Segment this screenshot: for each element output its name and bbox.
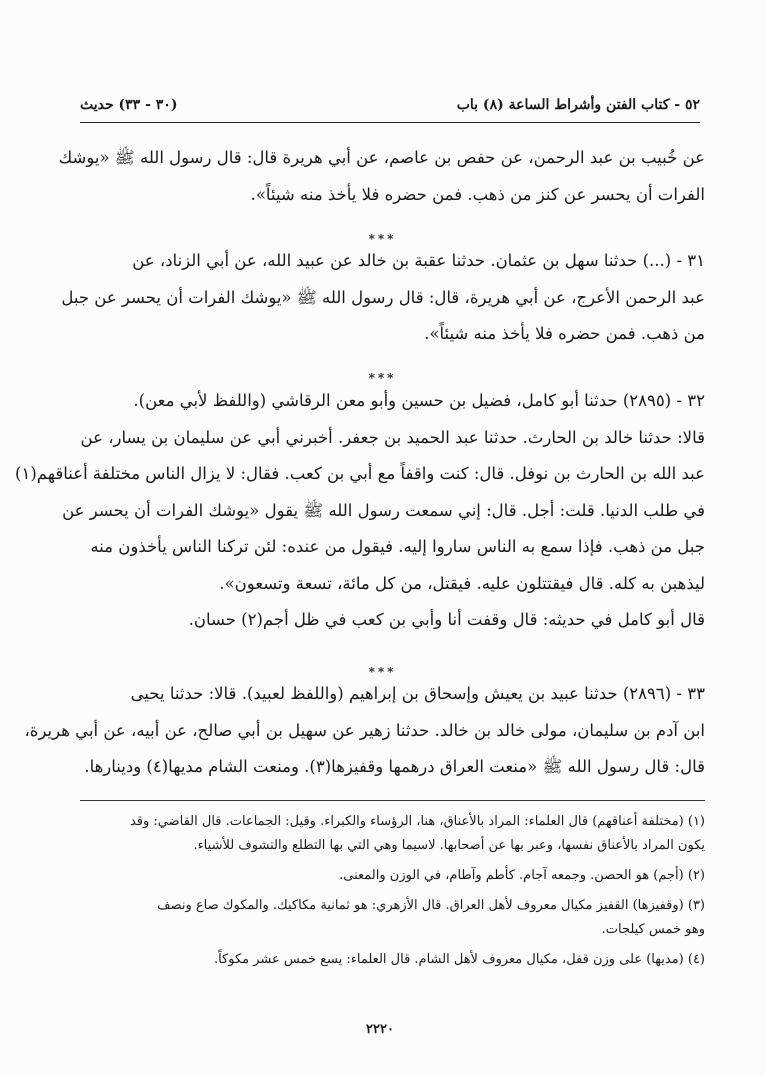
- footnote-line: يكون المراد بالأعناق نفسها، وعبر بها عن أصحابها. لاسيما وهي التي بها التطلع والتشوف للأشياء.: [193, 838, 705, 853]
- text-line: عبد الله بن الحارث بن نوفل. قال: كنت واقفاً مع أبي بن كعب. فقال: لا يزال الناس مختلفة أعناقهم(١): [15, 464, 705, 483]
- hadith-32-text: [15, 383, 705, 639]
- text-line: قالا: حدثنا خالد بن الحارث. حدثنا عبد الحميد بن جعفر. أخبرني أبي عن سليمان بن يسار، عن: [80, 427, 705, 447]
- text-line: ٣٢ - (٢٨٩٥) حدثنا أبو كامل، فضيل بن حسين وأبو معن الرقاشي (واللفظ لأبي معن).: [133, 391, 705, 410]
- text-line: ٣٣ - (٢٨٩٦) حدثنا عبيد بن يعيش وإسحاق بن إبراهيم (واللفظ لعبيد). قالا: حدثنا يحيى: [130, 684, 705, 703]
- text-line: الفرات أن يحسر عن كنز من ذهب. فمن حضره فلا يأخذ منه شيئاً».: [250, 184, 705, 204]
- footnotes: [60, 810, 705, 972]
- text-line: قال أبو كامل في حديثه: قال وقفت أنا وأبي بن كعب في ظل أجم(٢) حسان.: [188, 610, 705, 629]
- hadith-31-text: [61, 243, 705, 353]
- running-header: [80, 92, 700, 118]
- text-line: عن خُبيب بن عبد الرحمن، عن حفص بن عاصم، عن أبي هريرة قال: قال رسول الله ﷺ «يوشك: [58, 148, 705, 167]
- text-line: ٣١ - (...) حدثنا سهل بن عثمان. حدثنا عقبة بن خالد عن عبيد الله، عن أبي الزناد، عن: [132, 251, 705, 270]
- footnote-line: (١) (مختلفة أعناقهم) قال العلماء: المراد بالأعناق، هنا، الرؤساء والكبراء. وقيل: الجماعات. قال القاضي: وقد: [129, 814, 705, 829]
- hadith-33-text: [24, 676, 705, 786]
- footnote-rule: [80, 800, 705, 801]
- section-separator: ***: [368, 371, 397, 385]
- footnote-line: (٣) (وقفيزها) القفيز مكيال معروف لأهل العراق. قال الأزهري: هو ثمانية مكاكيك. والمكوك صاع ونصف: [157, 898, 705, 913]
- section-separator: ***: [368, 232, 397, 246]
- footnote-line: (٢) (أجم) هو الحصن. وجمعه آجام. كأطم وآطام، في الوزن والمعنى.: [339, 868, 705, 883]
- text-line: قال: قال رسول الله ﷺ «منعت العراق درهمها وقفيزها(٣). ومنعت الشام مديها(٤) ودينارها.: [84, 757, 705, 776]
- header-rule: [80, 122, 700, 123]
- section-separator: ***: [368, 665, 397, 679]
- footnote-line: وهو خمس كيلجات.: [601, 922, 705, 937]
- footnote-line: (٤) (مديها) على وزن قفل، مكيال معروف لأهل الشام. قال العلماء: يسع خمس عشر مكوكاً.: [213, 952, 705, 967]
- text-line: جبل من ذهب. فإذا سمع به الناس ساروا إليه. فيقول من عنده: لئن تركنا الناس يأخذون منه: [90, 537, 705, 556]
- text-line: ابن آدم بن سليمان، مولى خالد بن خالد. حدثنا زهير عن سهيل بن أبي صالح، عن أبيه، عن أبي هريرة،: [24, 720, 705, 740]
- header-hadith-range: (٣٠ - ٣٣) حديث: [80, 97, 178, 113]
- header-book-title: ٥٢ - كتاب الفتن وأشراط الساعة (٨) باب: [456, 97, 700, 113]
- hadith-30-text: [58, 140, 705, 213]
- text-line: ليذهبن به كله. قال فيقتتلون عليه. فيقتل، من كل مائة، تسعة وتسعون».: [219, 573, 705, 593]
- text-line: من ذهب. فمن حضره فلا يأخذ منه شيئاً».: [424, 324, 705, 343]
- text-line: عبد الرحمن الأعرج، عن أبي هريرة، قال: قال رسول الله ﷺ «يوشك الفرات أن يحسر عن جبل: [61, 287, 705, 307]
- page-number: ٢٢٢٠: [366, 1022, 394, 1037]
- text-line: في طلب الدنيا. قلت: أجل. قال: إني سمعت رسول الله ﷺ يقول «يوشك الفرات أن يحسر عن: [62, 500, 705, 520]
